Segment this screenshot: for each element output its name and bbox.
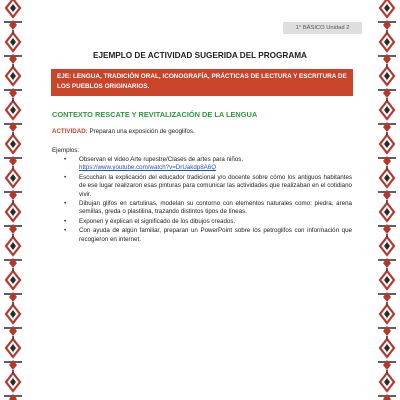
activity-text: Preparan una exposición de geoglifos.	[87, 128, 195, 135]
example-text: Observan el video Arte rupestre/Clases de artes para niños.	[79, 156, 244, 163]
list-item	[52, 227, 352, 244]
examples-label: Ejemplos:	[52, 147, 80, 154]
bullet-icon: •	[64, 227, 67, 235]
list-item	[52, 156, 352, 173]
example-text: Exponen y explican el significado de los dibujos creados.	[79, 217, 236, 225]
example-text: Escuchan la explicación del educador tradicional y/o docente sobre cómo los antiguos habitantes de ese lugar realizaron esas pinturas para comunicar las actividades que realizaban en el cotidiano vivir.	[79, 173, 352, 198]
left-border-pattern	[0, 0, 26, 400]
activity-line	[52, 128, 352, 135]
unit-tag: 1° BÁSICO Unidad 2	[283, 22, 362, 34]
video-link[interactable]: https://www.youtube.com/watch?v=DrUakdp8A6Q	[79, 164, 217, 172]
activity-label: ACTIVIDAD:	[52, 128, 88, 135]
left-decorative-border	[0, 0, 26, 400]
right-decorative-border	[374, 0, 400, 400]
bullet-icon: •	[64, 173, 67, 181]
bullet-icon: •	[64, 217, 67, 225]
example-text: Dibujan glifos en cartulinas, modelan su contorno con elementos naturales como: piedra, arena semillas, greda o plastilina, trazando distintos tipos de líneas.	[79, 200, 352, 216]
list-item	[52, 200, 352, 217]
context-title: CONTEXTO RESCATE Y REVITALIZACIÓN DE LA LENGUA	[52, 110, 258, 119]
bullet-icon: •	[64, 156, 67, 163]
axis-banner: EJE: LENGUA, TRADICIÓN ORAL, ICONOGRAFÍA, PRÁCTICAS DE LECTURA Y ESCRITURA DE LOS PUEBLOS ORIGINARIOS.	[51, 69, 353, 96]
list-item	[52, 218, 352, 226]
right-border-pattern	[374, 0, 400, 400]
examples-list	[52, 156, 352, 245]
bullet-icon: •	[64, 200, 67, 208]
list-item	[52, 174, 352, 199]
document-title: EJEMPLO DE ACTIVIDAD SUGERIDA DEL PROGRAMA	[93, 51, 307, 60]
example-text: Con ayuda de algún familiar, preparan un PowerPoint sobre los petroglifos con información que recogieron en internet.	[79, 227, 352, 243]
